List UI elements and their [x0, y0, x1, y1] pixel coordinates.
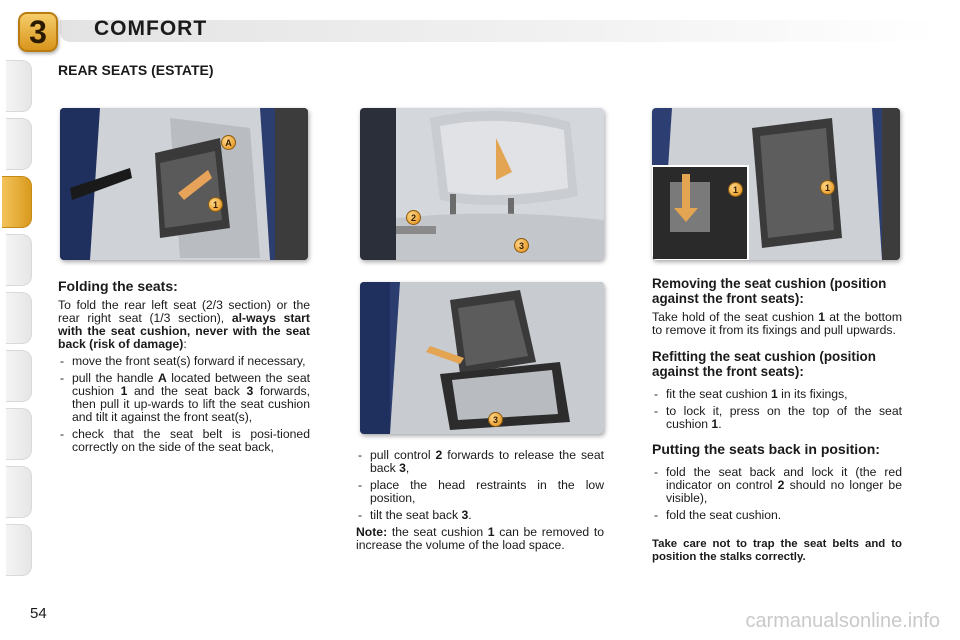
folding-intro-emphasis: al-ways start with the seat cushion, never with the seat back (risk of damage) [58, 311, 310, 351]
chapter-tab-2[interactable] [6, 118, 32, 170]
seat-back-step: - tilt the seat back 3. [356, 509, 604, 522]
putting-back-step: - fold the seat cushion. [652, 509, 902, 522]
chapter-tab-1[interactable] [6, 60, 32, 112]
chapter-tab-5[interactable] [6, 292, 32, 344]
photo-tilted-seat-back [360, 282, 604, 434]
chapter-title: COMFORT [94, 17, 208, 40]
callout-label-1: 1 [728, 182, 743, 197]
photo-remove-seat-cushion [652, 108, 900, 260]
refitting-step: - to lock it, press on the top of the seat cushion 1. [652, 405, 902, 431]
putting-back-steps [652, 466, 902, 522]
callout-label-2: 2 [406, 210, 421, 225]
putting-back-heading: Putting the seats back in position: [652, 441, 880, 457]
callout-label-1: 1 [208, 197, 223, 212]
page-header [0, 0, 960, 56]
putting-back-step: - fold the seat back and lock it (the red indicator on control 2 should no longer be visible), [652, 466, 902, 505]
chapter-tab-3-active[interactable] [2, 176, 32, 228]
refitting-steps [652, 388, 902, 431]
seat-back-step: - pull control 2 forwards to release the seat back 3, [356, 449, 604, 475]
chapter-tab-6[interactable] [6, 350, 32, 402]
removing-heading: Removing the seat cushion (position against the front seats): [652, 276, 887, 306]
section-title: REAR SEATS (ESTATE) [58, 62, 214, 78]
chapter-tab-8[interactable] [6, 466, 32, 518]
photo-lift-seat-cushion [60, 108, 308, 260]
folding-intro [58, 299, 310, 351]
callout-label-1: 1 [820, 180, 835, 195]
folding-step: - move the front seat(s) forward if necessary, [58, 355, 310, 368]
refitting-heading: Refitting the seat cushion (position against the front seats): [652, 349, 876, 379]
removing-text: Take hold of the seat cushion 1 at the bottom to remove it from its fixings and pull upwards. [652, 310, 902, 337]
callout-label-a: A [221, 135, 236, 150]
folding-steps [58, 355, 310, 454]
chapter-tab-7[interactable] [6, 408, 32, 460]
callout-label-3: 3 [514, 238, 529, 253]
seat-back-steps [356, 449, 604, 522]
page-number: 54 [30, 605, 47, 622]
chapter-tab-strip [0, 60, 32, 580]
folding-intro-end: : [183, 337, 187, 351]
watermark: carmanualsonline.info [745, 610, 940, 632]
callout-label-3: 3 [488, 412, 503, 427]
refitting-step: - fit the seat cushion 1 in its fixings, [652, 388, 902, 401]
note-label: Note: [356, 525, 388, 539]
seat-belt-warning: Take care not to trap the seat belts and to position the stalks correctly. [652, 538, 902, 563]
folding-heading: Folding the seats: [58, 278, 178, 294]
photo-seat-back-control [360, 108, 604, 260]
seat-cushion-section [652, 276, 902, 567]
seat-back-step: - place the head restraints in the low position, [356, 479, 604, 505]
folding-step: - pull the handle A located between the seat cushion 1 and the seat back 3 forwards, then pull it up-wards to lift the seat cushion and tilt it against the front seat(s), [58, 372, 310, 424]
seat-back-section [356, 449, 604, 556]
chapter-number-badge: 3 [18, 12, 58, 52]
folding-section [58, 278, 310, 458]
folding-step: - check that the seat belt is posi-tioned correctly on the side of the seat back, [58, 428, 310, 454]
load-space-note: Note: the seat cushion 1 can be removed to increase the volume of the load space. [356, 525, 604, 552]
chapter-tab-9[interactable] [6, 524, 32, 576]
folding-intro-text: To fold the rear left seat (2/3 section) or the rear right seat (1/3 section), [58, 298, 310, 325]
chapter-tab-4[interactable] [6, 234, 32, 286]
